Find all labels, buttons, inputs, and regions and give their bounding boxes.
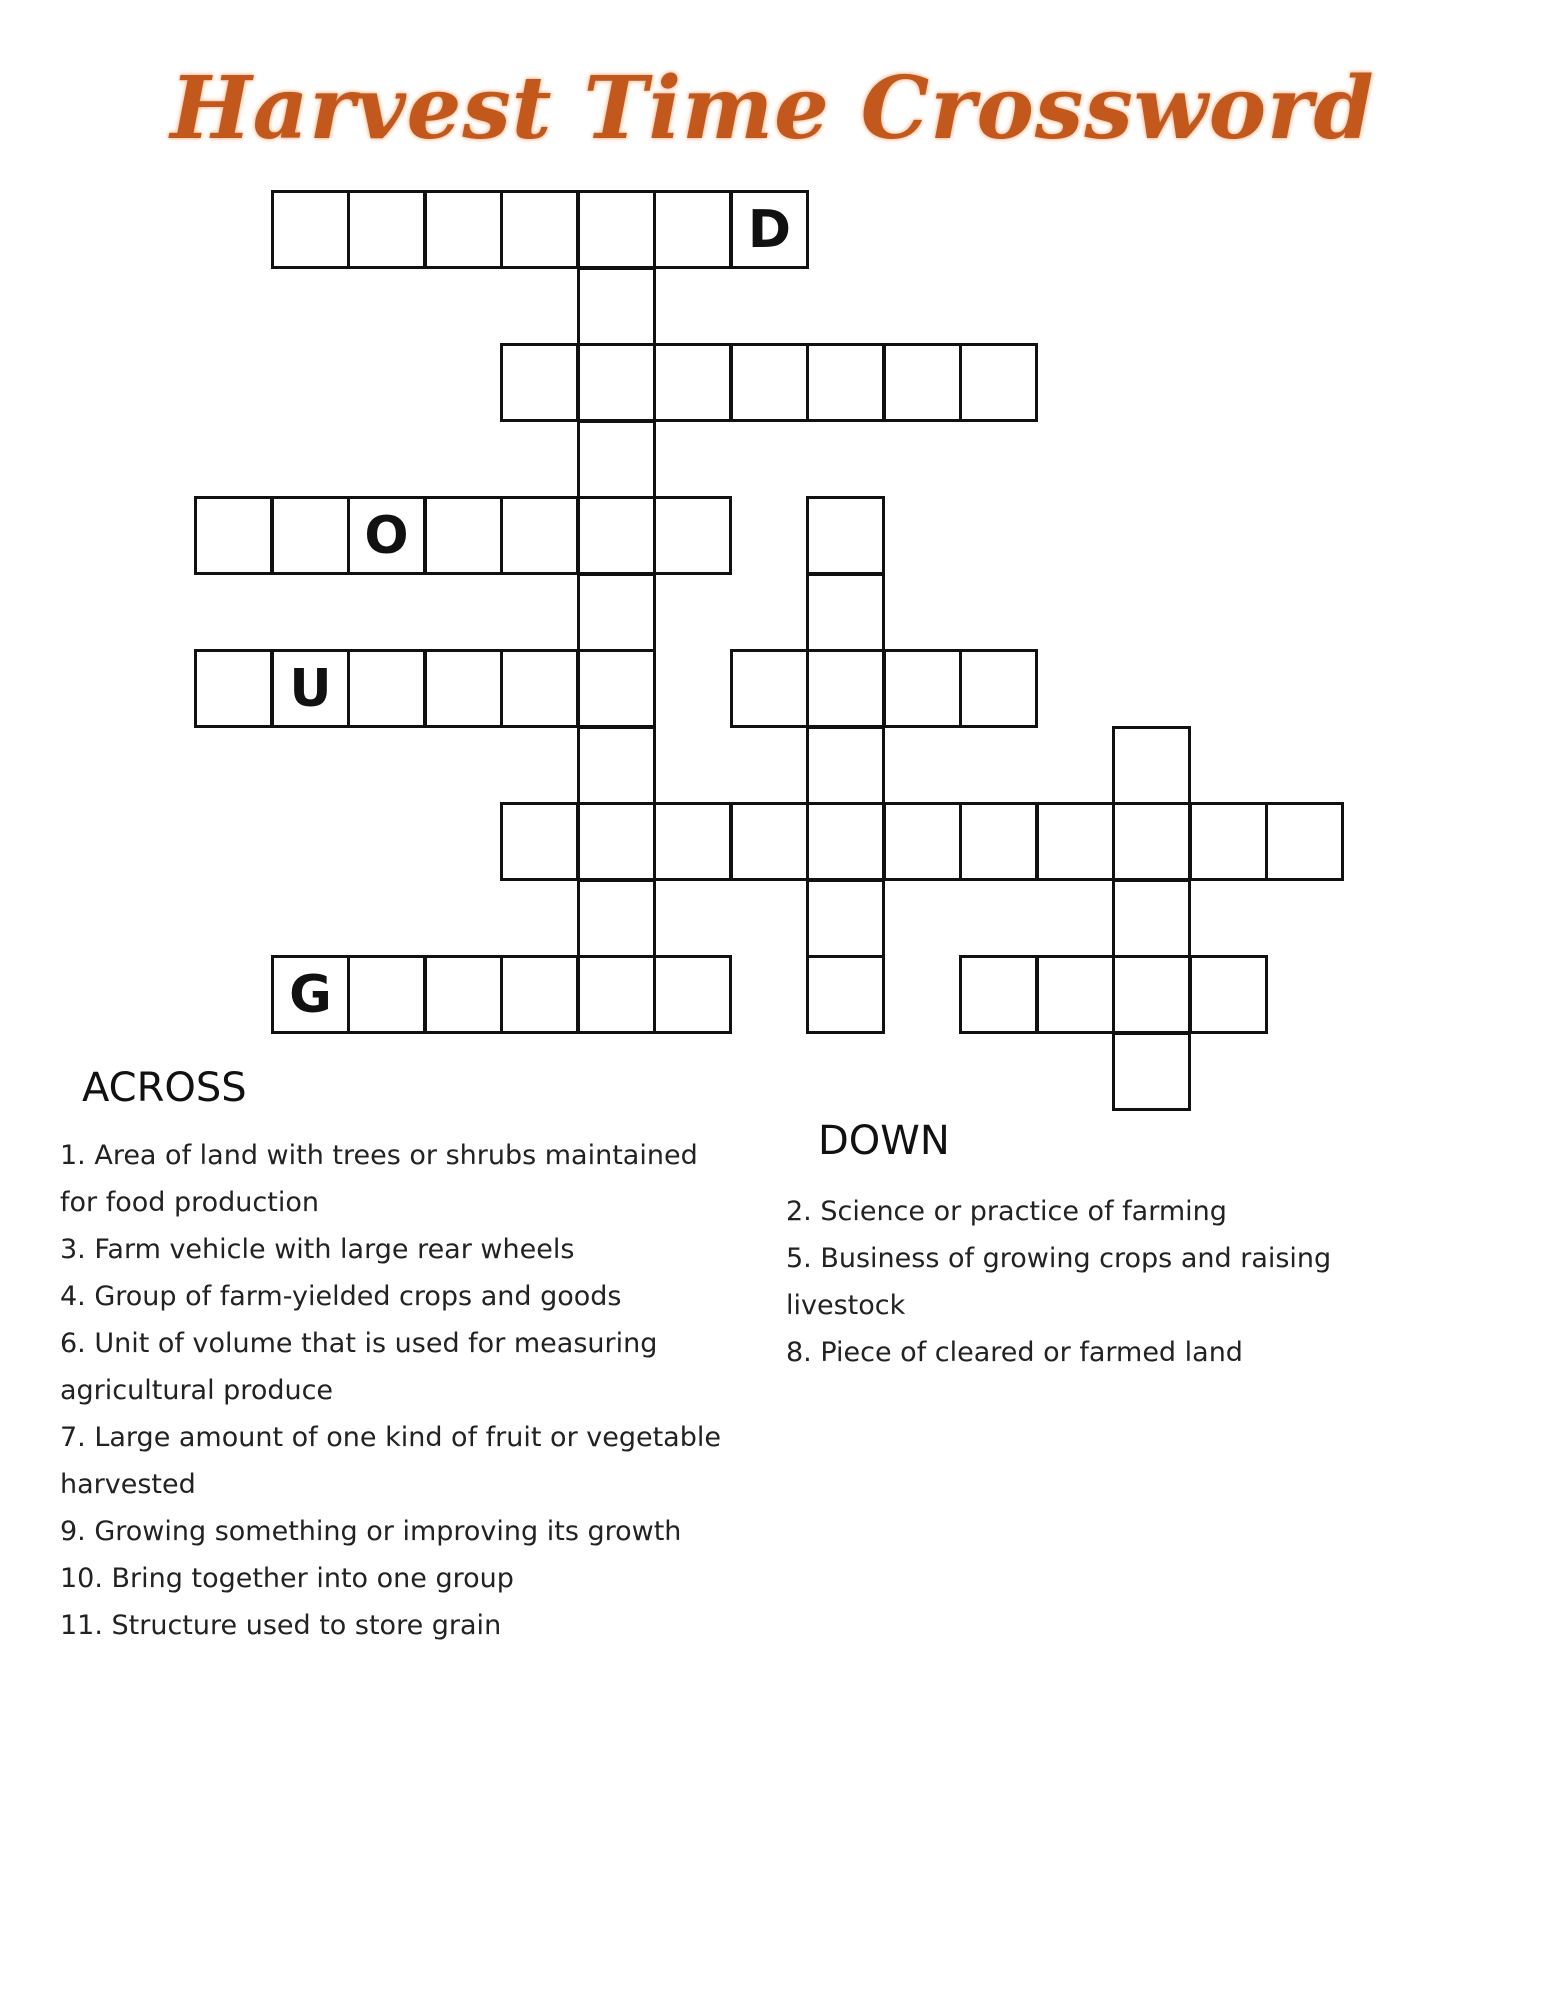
grid-cell[interactable] — [1036, 955, 1115, 1034]
grid-cell[interactable] — [1112, 802, 1191, 881]
down-clue: 5. Business of growing crops and raising — [786, 1243, 1332, 1274]
across-clue: agricultural produce — [60, 1375, 334, 1406]
grid-cell[interactable] — [883, 343, 962, 422]
grid-cell[interactable] — [577, 802, 656, 881]
grid-cell[interactable] — [653, 955, 732, 1034]
grid-cell[interactable]: O — [347, 496, 426, 575]
grid-cell[interactable] — [959, 649, 1038, 728]
across-clue: 10. Bring together into one group — [60, 1563, 514, 1594]
grid-cell[interactable] — [424, 955, 503, 1034]
grid-cell[interactable] — [653, 190, 732, 269]
grid-cell[interactable] — [577, 879, 656, 958]
across-clue: for food production — [60, 1187, 319, 1218]
grid-cell[interactable] — [577, 573, 656, 652]
grid-cell[interactable] — [1036, 802, 1115, 881]
grid-cell[interactable] — [500, 802, 579, 881]
grid-cell[interactable] — [424, 496, 503, 575]
grid-cell[interactable] — [194, 496, 273, 575]
down-clue: 8. Piece of cleared or farmed land — [786, 1337, 1243, 1368]
down-clue: livestock — [786, 1290, 906, 1321]
grid-cell[interactable] — [806, 879, 885, 958]
grid-cell[interactable] — [1112, 726, 1191, 805]
grid-cell[interactable] — [1189, 955, 1268, 1034]
down-heading: DOWN — [818, 1118, 950, 1164]
grid-cell[interactable] — [653, 496, 732, 575]
grid-cell[interactable] — [500, 496, 579, 575]
grid-cell[interactable] — [577, 190, 656, 269]
across-clue: 1. Area of land with trees or shrubs maintained — [60, 1140, 698, 1171]
grid-cell[interactable]: G — [271, 955, 350, 1034]
grid-cell[interactable] — [653, 343, 732, 422]
grid-cell[interactable] — [806, 573, 885, 652]
grid-cell[interactable] — [730, 343, 809, 422]
grid-cell[interactable] — [730, 802, 809, 881]
across-heading: ACROSS — [82, 1065, 247, 1111]
grid-cell[interactable] — [577, 649, 656, 728]
grid-cell[interactable] — [806, 955, 885, 1034]
grid-cell[interactable] — [806, 343, 885, 422]
across-clue-list — [60, 1132, 760, 1649]
grid-cell[interactable] — [959, 955, 1038, 1034]
grid-cell[interactable] — [347, 190, 426, 269]
grid-cell[interactable] — [500, 343, 579, 422]
grid-cell[interactable] — [577, 955, 656, 1034]
grid-cell[interactable] — [347, 955, 426, 1034]
grid-cell[interactable] — [500, 955, 579, 1034]
grid-cell[interactable] — [1112, 879, 1191, 958]
across-clue: 9. Growing something or improving its growth — [60, 1516, 682, 1547]
grid-cell[interactable] — [500, 190, 579, 269]
page-title: Harvest Time Crossword — [170, 58, 1375, 159]
grid-cell[interactable] — [883, 649, 962, 728]
grid-cell[interactable] — [271, 190, 350, 269]
grid-cell[interactable] — [500, 649, 579, 728]
grid-cell[interactable] — [1265, 802, 1344, 881]
grid-cell[interactable] — [806, 649, 885, 728]
grid-cell[interactable] — [424, 649, 503, 728]
grid-cell[interactable] — [577, 726, 656, 805]
grid-cell[interactable] — [806, 726, 885, 805]
grid-cell[interactable] — [577, 496, 656, 575]
grid-cell[interactable] — [1112, 955, 1191, 1034]
down-clue: 2. Science or practice of farming — [786, 1196, 1227, 1227]
grid-cell[interactable] — [424, 190, 503, 269]
grid-cell[interactable] — [577, 267, 656, 346]
grid-cell[interactable] — [1189, 802, 1268, 881]
grid-cell[interactable] — [194, 649, 273, 728]
grid-cell[interactable] — [1112, 1032, 1191, 1111]
down-clue-list — [786, 1188, 1486, 1376]
grid-cell[interactable] — [959, 802, 1038, 881]
grid-cell[interactable] — [806, 802, 885, 881]
grid-cell[interactable] — [653, 802, 732, 881]
grid-cell[interactable]: U — [271, 649, 350, 728]
grid-cell[interactable] — [959, 343, 1038, 422]
across-clue: 11. Structure used to store grain — [60, 1610, 502, 1641]
grid-cell[interactable]: D — [730, 190, 809, 269]
grid-cell[interactable] — [806, 496, 885, 575]
across-clue: 7. Large amount of one kind of fruit or vegetable — [60, 1422, 721, 1453]
across-clue: 6. Unit of volume that is used for measuring — [60, 1328, 658, 1359]
grid-cell[interactable] — [271, 496, 350, 575]
grid-cell[interactable] — [347, 649, 426, 728]
grid-cell[interactable] — [730, 649, 809, 728]
across-clue: 4. Group of farm-yielded crops and goods — [60, 1281, 622, 1312]
grid-cell[interactable] — [883, 802, 962, 881]
grid-cell[interactable] — [577, 420, 656, 499]
across-clue: 3. Farm vehicle with large rear wheels — [60, 1234, 575, 1265]
grid-cell[interactable] — [577, 343, 656, 422]
across-clue: harvested — [60, 1469, 196, 1500]
